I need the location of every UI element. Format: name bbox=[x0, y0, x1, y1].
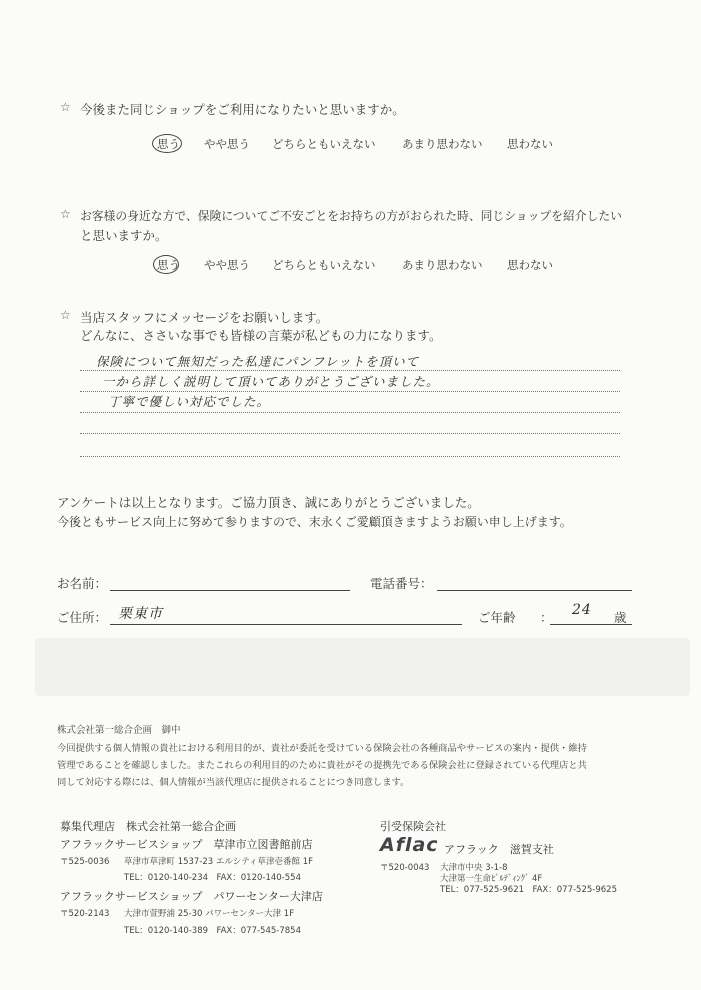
question-2-text-line1: お客様の身近な方で、保険についてご不安ごとをお持ちの方がおられた時、同じショップを紹介したい bbox=[80, 209, 622, 223]
q2-option-1[interactable]: 思う bbox=[157, 258, 180, 272]
shop1-address: 草津市草津町 1537-23 エルシティ草津壱番館 1F bbox=[124, 857, 314, 867]
insurer-zip: 〒520-0043 bbox=[380, 863, 430, 873]
message-line bbox=[80, 456, 620, 457]
name-label: お名前： bbox=[57, 576, 108, 591]
age-label: ご年齢 bbox=[478, 610, 516, 625]
q2-option-5[interactable]: 思わない bbox=[507, 258, 553, 272]
shop2-tel: TEL：0120-140-389 FAX：077-545-7854 bbox=[124, 926, 301, 936]
message-line bbox=[80, 433, 620, 434]
address-field[interactable] bbox=[110, 624, 462, 625]
phone-label: 電話番号： bbox=[370, 576, 433, 591]
question-3-text-line2: どんなに、ささいな事でも皆様の言葉が私どもの力になります。 bbox=[80, 328, 442, 343]
handwritten-message-line2: 一から詳しく説明して頂いてありがとうございました。 bbox=[102, 374, 440, 389]
shop2-address: 大津市萱野浦 25-30 パワーセンター大津 1F bbox=[124, 909, 295, 919]
age-unit: 歳 bbox=[614, 610, 627, 625]
insurer-address-line1: 大津市中央 3-1-8 bbox=[440, 863, 508, 873]
shop2-zip: 〒520-2143 bbox=[60, 909, 110, 919]
question-3-text-line1: 当店スタッフにメッセージをお願いします。 bbox=[80, 310, 329, 325]
message-line bbox=[80, 412, 620, 413]
q1-option-4[interactable]: あまり思わない bbox=[402, 137, 483, 151]
star-icon: ☆ bbox=[60, 207, 71, 221]
question-2-text-line2: と思いますか。 bbox=[80, 228, 168, 243]
handwritten-message-line1: 保険について無知だった私達にパンフレットを頂いて bbox=[96, 354, 420, 369]
shop2-name: アフラックサービスショップ パワーセンター大津店 bbox=[60, 890, 323, 903]
shop1-tel: TEL：0120-140-234 FAX：0120-140-554 bbox=[124, 873, 301, 883]
agency-heading: 募集代理店 株式会社第一総合企画 bbox=[60, 820, 236, 833]
q1-option-2[interactable]: やや思う bbox=[204, 137, 250, 151]
privacy-line1: 今回提供する個人情報の貴社における利用目的が、貴社が委託を受けている保険会社の各種商品やサービスの案内・提供・維持 bbox=[57, 743, 587, 754]
q2-option-2[interactable]: やや思う bbox=[204, 258, 250, 272]
message-line bbox=[80, 370, 620, 371]
privacy-line3: 同して対応する際には、個人情報が当該代理店に提供されることにつき同意します。 bbox=[57, 777, 410, 788]
shop1-zip: 〒525-0036 bbox=[60, 857, 110, 867]
age-value[interactable]: 24 bbox=[572, 602, 592, 618]
name-field[interactable] bbox=[110, 590, 350, 591]
question-1-text: 今後また同じショップをご利用になりたいと思いますか。 bbox=[80, 102, 405, 117]
insurer-heading: 引受保険会社 bbox=[380, 820, 446, 833]
closing-line1: アンケートは以上となります。ご協力頂き、誠にありがとうございました。 bbox=[57, 495, 480, 510]
star-icon: ☆ bbox=[60, 100, 71, 114]
phone-field[interactable] bbox=[437, 590, 632, 591]
insurer-tel: TEL：077-525-9621 FAX：077-525-9625 bbox=[440, 885, 617, 895]
star-icon: ☆ bbox=[60, 308, 71, 322]
shop1-name: アフラックサービスショップ 草津市立図書館前店 bbox=[60, 838, 313, 851]
aflac-logo: Aflac bbox=[380, 834, 439, 856]
insurer-name: アフラック 滋賀支社 bbox=[444, 843, 554, 856]
redacted-area bbox=[35, 638, 690, 696]
q2-option-3[interactable]: どちらともいえない bbox=[272, 258, 376, 272]
privacy-line2: 管理であることを確認しました。またこれらの利用目的のために貴社がその提携先である保険会社に登録されている代理店と共 bbox=[57, 760, 587, 771]
q1-option-1[interactable]: 思う bbox=[157, 137, 180, 151]
q1-option-5[interactable]: 思わない bbox=[507, 137, 553, 151]
q1-option-3[interactable]: どちらともいえない bbox=[272, 137, 376, 151]
address-value[interactable]: 栗東市 bbox=[118, 606, 163, 622]
age-colon: ： bbox=[540, 610, 553, 625]
q2-option-4[interactable]: あまり思わない bbox=[402, 258, 483, 272]
insurer-address-line2: 大津第一生命ﾋﾞﾙﾃﾞｨﾝｸﾞ 4F bbox=[440, 874, 543, 884]
handwritten-message-line3: 丁寧で優しい対応でした。 bbox=[108, 394, 271, 409]
address-label: ご住所： bbox=[57, 610, 108, 625]
privacy-addressee: 株式会社第一総合企画 御中 bbox=[57, 725, 181, 736]
closing-line2: 今後ともサービス向上に努めて参りますので、末永くご愛顧頂きますようお願い申し上げます。 bbox=[57, 515, 572, 529]
